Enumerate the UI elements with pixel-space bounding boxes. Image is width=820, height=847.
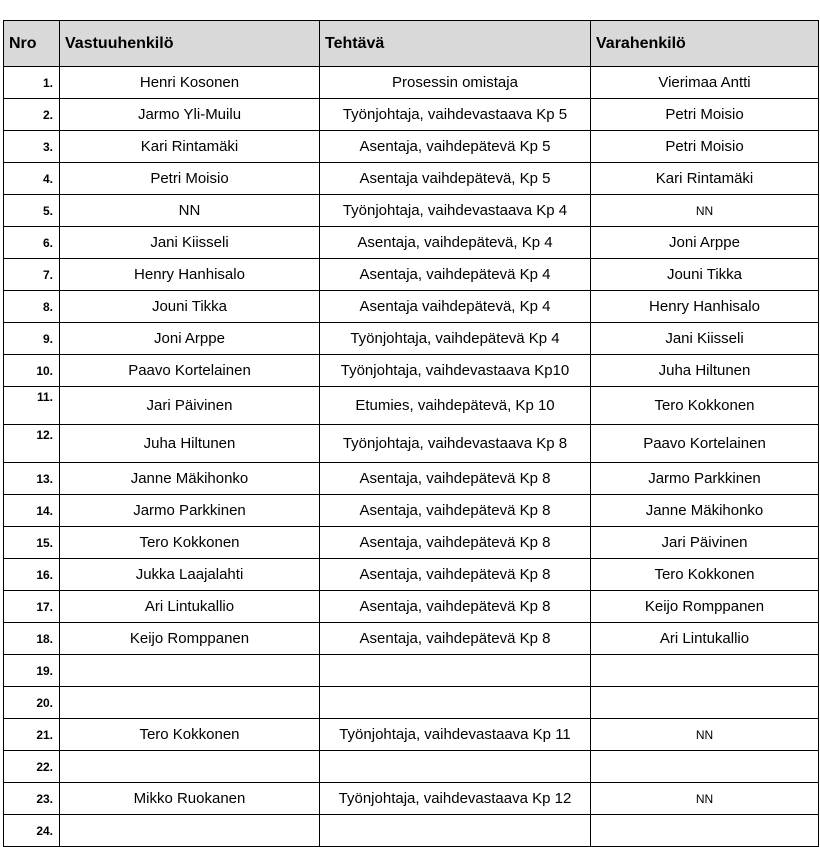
row-number-cell: 1.: [4, 67, 60, 99]
backup-person-cell: Henry Hanhisalo: [591, 291, 819, 323]
task-cell: Asentaja vaihdepätevä, Kp 5: [320, 163, 591, 195]
row-number-cell: 9.: [4, 323, 60, 355]
row-number-cell: 11.: [4, 387, 60, 425]
responsible-person-cell: Paavo Kortelainen: [60, 355, 320, 387]
task-cell: Työnjohtaja, vaihdevastaava Kp 11: [320, 719, 591, 751]
row-number-cell: 3.: [4, 131, 60, 163]
task-cell: [320, 655, 591, 687]
table-row: [4, 751, 819, 783]
table-row: [4, 323, 819, 355]
table-row: [4, 227, 819, 259]
row-number-cell: 17.: [4, 591, 60, 623]
responsible-person-cell: Jarmo Yli-Muilu: [60, 99, 320, 131]
table-row: [4, 815, 819, 847]
task-cell: Työnjohtaja, vaihdevastaava Kp 5: [320, 99, 591, 131]
backup-person-cell: Jarmo Parkkinen: [591, 463, 819, 495]
table-row: [4, 387, 819, 425]
row-number-cell: 6.: [4, 227, 60, 259]
backup-person-cell: [591, 751, 819, 783]
task-cell: Etumies, vaihdepätevä, Kp 10: [320, 387, 591, 425]
backup-person-cell: Vierimaa Antti: [591, 67, 819, 99]
table-row: [4, 67, 819, 99]
row-number-cell: 10.: [4, 355, 60, 387]
row-number-cell: 2.: [4, 99, 60, 131]
backup-person-cell: Ari Lintukallio: [591, 623, 819, 655]
task-cell: Työnjohtaja, vaihdevastaava Kp 8: [320, 425, 591, 463]
task-cell: [320, 751, 591, 783]
task-cell: Asentaja, vaihdepätevä Kp 8: [320, 495, 591, 527]
table-row: [4, 163, 819, 195]
responsible-person-cell: Petri Moisio: [60, 163, 320, 195]
table-row: [4, 425, 819, 463]
backup-person-cell: Keijo Romppanen: [591, 591, 819, 623]
table-row: [4, 719, 819, 751]
backup-person-cell: [591, 655, 819, 687]
responsible-person-cell: [60, 751, 320, 783]
table-row: [4, 495, 819, 527]
backup-person-cell: Joni Arppe: [591, 227, 819, 259]
backup-person-cell: NN: [591, 783, 819, 815]
row-number-cell: 12.: [4, 425, 60, 463]
header-backup-person: Varahenkilö: [591, 21, 819, 67]
table-row: [4, 687, 819, 719]
responsible-person-cell: Joni Arppe: [60, 323, 320, 355]
task-cell: [320, 687, 591, 719]
task-cell: [320, 815, 591, 847]
row-number-cell: 19.: [4, 655, 60, 687]
backup-person-cell: [591, 687, 819, 719]
responsible-person-cell: Keijo Romppanen: [60, 623, 320, 655]
backup-person-cell: Jouni Tikka: [591, 259, 819, 291]
table-row: [4, 559, 819, 591]
row-number-cell: 20.: [4, 687, 60, 719]
backup-person-cell: Tero Kokkonen: [591, 559, 819, 591]
responsibility-table: [3, 20, 819, 847]
responsible-person-cell: [60, 655, 320, 687]
table-row: [4, 259, 819, 291]
row-number-cell: 21.: [4, 719, 60, 751]
row-number-cell: 5.: [4, 195, 60, 227]
task-cell: Asentaja, vaihdepätevä Kp 8: [320, 527, 591, 559]
backup-person-cell: Tero Kokkonen: [591, 387, 819, 425]
row-number-cell: 4.: [4, 163, 60, 195]
task-cell: Asentaja, vaihdepätevä Kp 8: [320, 591, 591, 623]
backup-person-cell: NN: [591, 719, 819, 751]
responsible-person-cell: [60, 687, 320, 719]
task-cell: Prosessin omistaja: [320, 67, 591, 99]
responsible-person-cell: [60, 815, 320, 847]
task-cell: Asentaja, vaihdepätevä Kp 5: [320, 131, 591, 163]
responsible-person-cell: Tero Kokkonen: [60, 719, 320, 751]
header-row: [4, 21, 819, 67]
row-number-cell: 8.: [4, 291, 60, 323]
task-cell: Työnjohtaja, vaihdevastaava Kp10: [320, 355, 591, 387]
responsible-person-cell: Jouni Tikka: [60, 291, 320, 323]
backup-person-cell: Juha Hiltunen: [591, 355, 819, 387]
responsible-person-cell: Mikko Ruokanen: [60, 783, 320, 815]
row-number-cell: 16.: [4, 559, 60, 591]
table-row: [4, 623, 819, 655]
backup-person-cell: Jari Päivinen: [591, 527, 819, 559]
row-number-cell: 7.: [4, 259, 60, 291]
backup-person-cell: Kari Rintamäki: [591, 163, 819, 195]
responsible-person-cell: Henry Hanhisalo: [60, 259, 320, 291]
task-cell: Työnjohtaja, vaihdepätevä Kp 4: [320, 323, 591, 355]
row-number-cell: 24.: [4, 815, 60, 847]
table-row: [4, 291, 819, 323]
backup-person-cell: Janne Mäkihonko: [591, 495, 819, 527]
responsible-person-cell: Jani Kiisseli: [60, 227, 320, 259]
task-cell: Asentaja, vaihdepätevä Kp 8: [320, 559, 591, 591]
responsible-person-cell: Janne Mäkihonko: [60, 463, 320, 495]
row-number-cell: 13.: [4, 463, 60, 495]
task-cell: Asentaja, vaihdepätevä Kp 8: [320, 623, 591, 655]
task-cell: Asentaja, vaihdepätevä Kp 4: [320, 259, 591, 291]
header-responsible-person: Vastuuhenkilö: [60, 21, 320, 67]
task-cell: Asentaja, vaihdepätevä Kp 8: [320, 463, 591, 495]
table-row: [4, 99, 819, 131]
backup-person-cell: Petri Moisio: [591, 131, 819, 163]
responsible-person-cell: Ari Lintukallio: [60, 591, 320, 623]
task-cell: Asentaja vaihdepätevä, Kp 4: [320, 291, 591, 323]
responsible-person-cell: NN: [60, 195, 320, 227]
backup-person-cell: Petri Moisio: [591, 99, 819, 131]
row-number-cell: 14.: [4, 495, 60, 527]
header-nro: Nro: [4, 21, 60, 67]
backup-person-cell: Paavo Kortelainen: [591, 425, 819, 463]
responsible-person-cell: Kari Rintamäki: [60, 131, 320, 163]
task-cell: Työnjohtaja, vaihdevastaava Kp 12: [320, 783, 591, 815]
responsible-person-cell: Jari Päivinen: [60, 387, 320, 425]
responsible-person-cell: Tero Kokkonen: [60, 527, 320, 559]
responsible-person-cell: Henri Kosonen: [60, 67, 320, 99]
backup-person-cell: Jani Kiisseli: [591, 323, 819, 355]
table-row: [4, 131, 819, 163]
table-row: [4, 783, 819, 815]
responsible-person-cell: Juha Hiltunen: [60, 425, 320, 463]
responsible-person-cell: Jukka Laajalahti: [60, 559, 320, 591]
table-row: [4, 463, 819, 495]
header-task: Tehtävä: [320, 21, 591, 67]
table-row: [4, 355, 819, 387]
row-number-cell: 22.: [4, 751, 60, 783]
task-cell: Asentaja, vaihdepätevä, Kp 4: [320, 227, 591, 259]
backup-person-cell: [591, 815, 819, 847]
row-number-cell: 18.: [4, 623, 60, 655]
responsible-person-cell: Jarmo Parkkinen: [60, 495, 320, 527]
table-row: [4, 527, 819, 559]
row-number-cell: 23.: [4, 783, 60, 815]
backup-person-cell: NN: [591, 195, 819, 227]
row-number-cell: 15.: [4, 527, 60, 559]
table-row: [4, 195, 819, 227]
table-row: [4, 655, 819, 687]
table-row: [4, 591, 819, 623]
task-cell: Työnjohtaja, vaihdevastaava Kp 4: [320, 195, 591, 227]
